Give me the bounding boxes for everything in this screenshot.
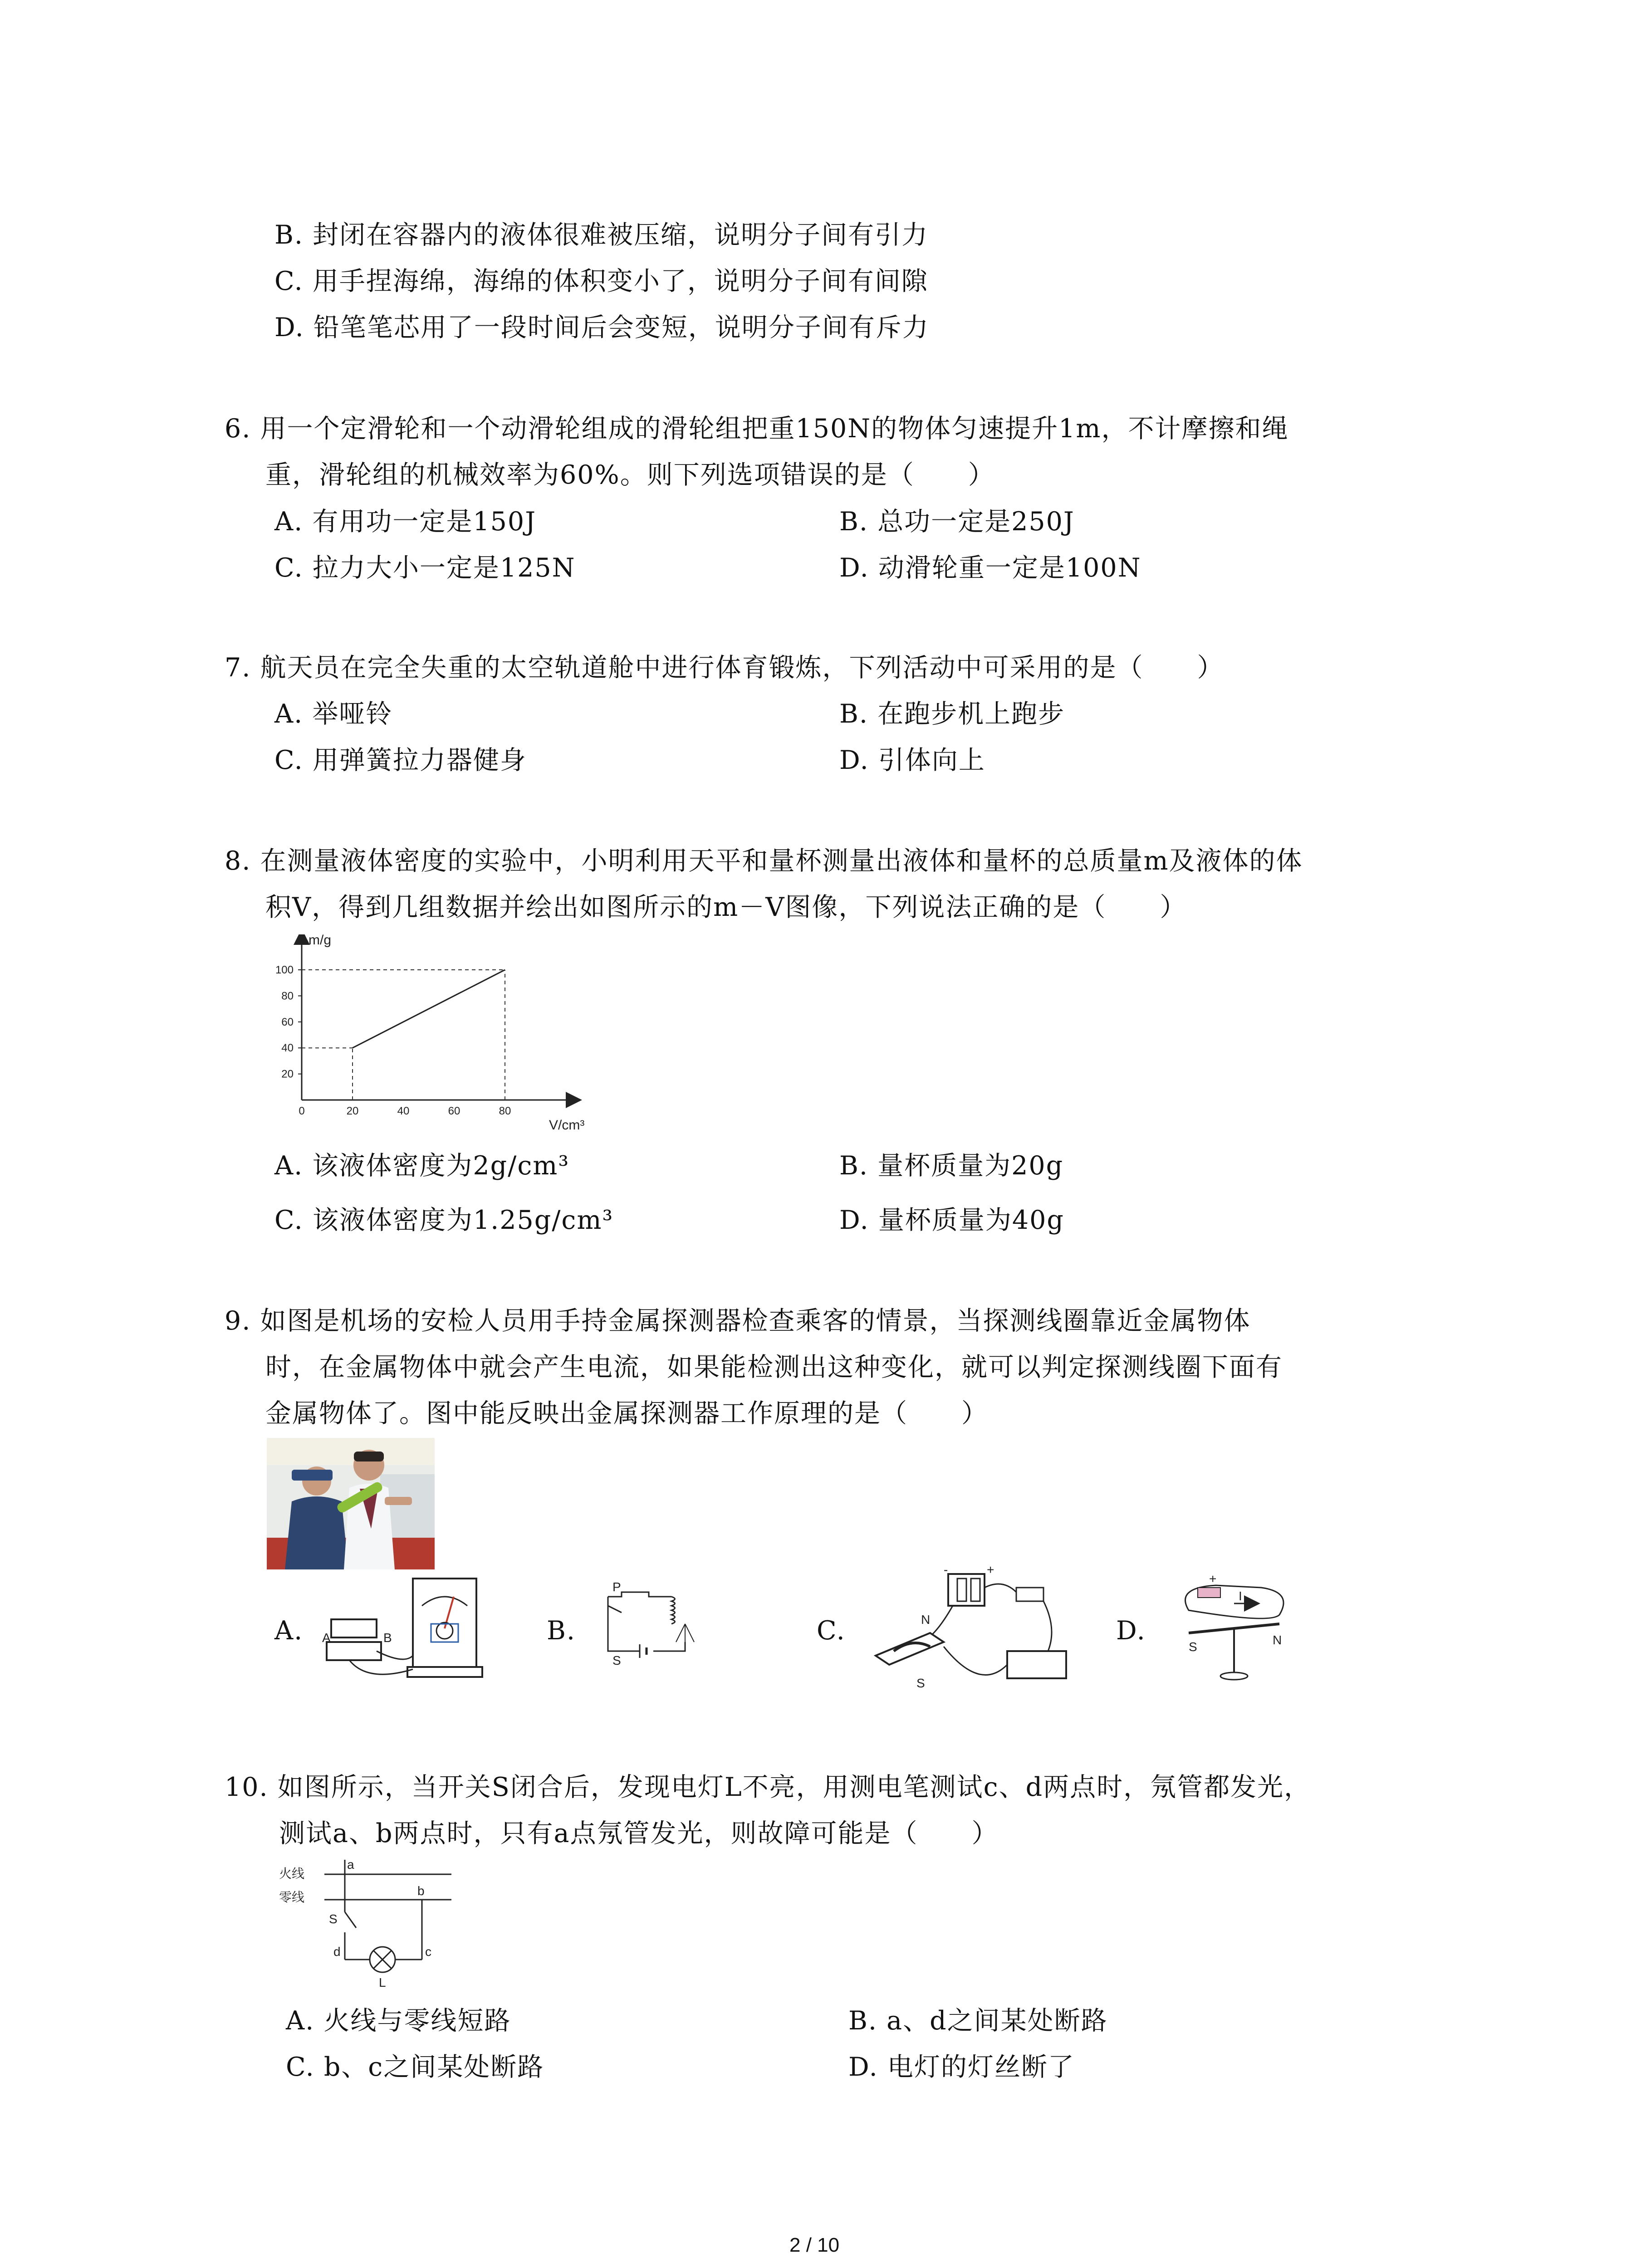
q10-stem-line2: 测试a、b两点时，只有a点氖管发光，则故障可能是（ ）	[279, 1818, 999, 1848]
q9-figure-b-electromagnet	[594, 1579, 708, 1669]
circuit-label-b: b	[417, 1884, 425, 1898]
q7-option-b: B. 在跑步机上跑步	[839, 699, 1065, 729]
q9-stem-line3: 金属物体了。图中能反映出金属探测器工作原理的是（ ）	[265, 1398, 988, 1428]
q6-option-c: C. 拉力大小一定是125N	[274, 553, 576, 583]
chart-x-tick-label: 40	[397, 1105, 410, 1117]
q6-stem-line1: 6. 用一个定滑轮和一个动滑轮组成的滑轮组把重150N的物体匀速提升1m，不计摩擦和绳	[225, 414, 1289, 444]
q6-option-b: B. 总功一定是250J	[839, 507, 1075, 537]
fig-d-label-plus: +	[1209, 1572, 1217, 1586]
q9-option-c-label: C.	[817, 1616, 846, 1646]
fig-c-label-s: S	[916, 1676, 925, 1690]
fig-b-label-s: S	[612, 1653, 621, 1667]
q10-option-d: D. 电灯的灯丝断了	[848, 2052, 1075, 2082]
q9-option-d-label: D.	[1116, 1616, 1146, 1646]
circuit-label-fire-line: 火线	[279, 1867, 305, 1881]
chart-y-tick-label: 40	[281, 1042, 294, 1055]
q8-stem-line1: 8. 在测量液体密度的实验中，小明利用天平和量杯测量出液体和量杯的总质量m及液体的体	[225, 846, 1303, 876]
q7-option-a: A. 举哑铃	[274, 699, 393, 729]
q10-circuit-diagram	[279, 1855, 460, 1991]
q6-option-d: D. 动滑轮重一定是100N	[839, 553, 1141, 583]
q9-option-b-label: B.	[547, 1616, 576, 1646]
fig-d-label-n: N	[1273, 1633, 1282, 1647]
q8-option-c: C. 该液体密度为1.25g/cm³	[274, 1205, 614, 1235]
q9-option-a-label: A.	[274, 1616, 304, 1646]
q9-stem-line1: 9. 如图是机场的安检人员用手持金属探测器检查乘客的情景，当探测线圈靠近金属物体	[225, 1306, 1251, 1336]
q9-figure-a-galvanometer	[322, 1574, 490, 1683]
q10-option-a: A. 火线与零线短路	[286, 2006, 511, 2036]
q8-stem-line2: 积V，得到几组数据并绘出如图所示的m－V图像，下列说法正确的是（ ）	[265, 892, 1187, 922]
q9-stem-line2: 时，在金属物体中就会产生电流，如果能检测出这种变化，就可以判定探测线圈下面有	[265, 1352, 1283, 1382]
q9-figure-c-motor	[867, 1565, 1080, 1692]
q7-option-c: C. 用弹簧拉力器健身	[274, 745, 527, 775]
circuit-label-c: c	[425, 1945, 431, 1959]
fig-a-label-b: B	[383, 1631, 392, 1645]
circuit-label-s: S	[329, 1912, 338, 1926]
fig-a-label-a: A	[322, 1631, 331, 1645]
q7-option-d: D. 引体向上	[839, 745, 985, 775]
circuit-label-l: L	[379, 1975, 386, 1989]
q10-option-b: B. a、d之间某处断路	[848, 2006, 1108, 2036]
q9-figure-d-oersted	[1161, 1569, 1298, 1687]
q8-option-b: B. 量杯质量为20g	[839, 1151, 1064, 1181]
chart-y-tick-label: 80	[281, 990, 294, 1002]
q5-option-d: D. 铅笔笔芯用了一段时间后会变短，说明分子间有斥力	[274, 313, 929, 342]
chart-x-tick-label: 0	[299, 1105, 305, 1117]
fig-c-label-plus: +	[987, 1565, 994, 1577]
q8-option-d: D. 量杯质量为40g	[839, 1205, 1064, 1235]
page-number: 2 / 10	[789, 2234, 840, 2256]
security-check-photo	[267, 1438, 435, 1569]
fig-c-label-n: N	[921, 1613, 931, 1627]
mass-volume-chart	[254, 934, 617, 1134]
chart-x-axis-label: V/cm³	[549, 1118, 585, 1133]
q7-stem-line1: 7. 航天员在完全失重的太空轨道舱中进行体育锻炼，下列活动中可采用的是（ ）	[225, 653, 1224, 683]
circuit-label-a: a	[347, 1857, 354, 1872]
q6-stem-line2: 重，滑轮组的机械效率为60%。则下列选项错误的是（ ）	[265, 460, 995, 490]
q10-stem-line1: 10. 如图所示，当开关S闭合后，发现电灯L不亮，用测电笔测试c、d两点时，氖管都发光，	[225, 1772, 1311, 1802]
q10-option-c: C. b、c之间某处断路	[286, 2052, 544, 2082]
fig-b-label-p: P	[612, 1580, 621, 1594]
circuit-label-zero-line: 零线	[279, 1890, 305, 1904]
chart-x-tick-label: 80	[499, 1105, 511, 1117]
fig-c-label-minus: -	[944, 1565, 948, 1577]
fig-d-label-s: S	[1189, 1640, 1197, 1654]
q5-option-c: C. 用手捏海绵，海绵的体积变小了，说明分子间有间隙	[274, 266, 928, 296]
chart-x-tick-label: 20	[346, 1105, 359, 1117]
circuit-label-d: d	[333, 1945, 341, 1959]
chart-series-line	[353, 970, 505, 1048]
chart-y-tick-label: 20	[281, 1068, 294, 1080]
chart-x-tick-label: 60	[448, 1105, 460, 1117]
q5-option-b: B. 封闭在容器内的液体很难被压缩，说明分子间有引力	[274, 220, 929, 250]
chart-y-tick-label: 60	[281, 1016, 294, 1028]
chart-y-tick-label: 100	[275, 964, 294, 977]
chart-y-axis-label: m/g	[309, 934, 332, 948]
q8-option-a: A. 该液体密度为2g/cm³	[274, 1151, 570, 1181]
fig-d-label-i: I	[1239, 1589, 1242, 1603]
q6-option-a: A. 有用功一定是150J	[274, 507, 537, 537]
